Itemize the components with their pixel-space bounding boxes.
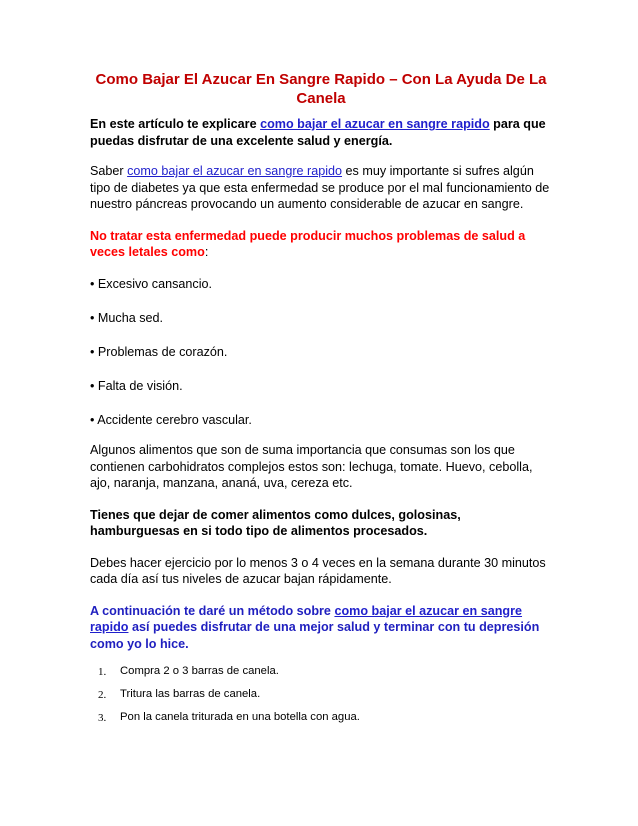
intro-link[interactable]: como bajar el azucar en sangre rapido — [260, 117, 490, 131]
document-page — [90, 70, 552, 733]
intro-text-before: En este artículo te explicare — [90, 117, 261, 131]
step-text: Compra 2 o 3 barras de canela. — [120, 665, 279, 677]
step-text: Pon la canela triturada en una botella con agua. — [120, 711, 360, 723]
foods-paragraph: Algunos alimentos que son de suma importancia que consumas son los que contienen carbohidratos complejos estos son: lechuga, tomate. Huevo, cebolla, ajo, naranja, manzana, ananá, uva, cereza etc. — [90, 443, 533, 490]
warning-colon: : — [204, 245, 209, 259]
intro-paragraph — [90, 116, 552, 149]
step-item — [90, 710, 552, 724]
method-paragraph — [90, 603, 552, 653]
step-item — [90, 664, 552, 678]
step-number: 2. — [98, 689, 107, 701]
list-item: • Accidente cerebro vascular. — [90, 412, 252, 427]
intro-text-after: para que puedas disfrutar de una excelente salud y energía. — [90, 117, 546, 148]
step-text: Tritura las barras de canela. — [120, 688, 261, 700]
list-item: • Falta de visión. — [90, 378, 183, 393]
avoid-paragraph: Tienes que dejar de comer alimentos como dulces, golosinas, hamburguesas en si todo tipo de alimentos procesados. — [90, 507, 461, 538]
para2-link[interactable]: como bajar el azucar en sangre rapido — [127, 164, 343, 178]
exercise-paragraph: Debes hacer ejercicio por lo menos 3 o 4 veces en la semana durante 30 minutos cada día así tus niveles de azucar bajan rápidamente. — [90, 555, 546, 586]
list-item: • Excesivo cansancio. — [90, 276, 213, 291]
warning-text: No tratar esta enfermedad puede producir muchos problemas de salud a veces letales como — [90, 228, 526, 259]
step-item — [90, 687, 552, 701]
method-text-before: A continuación te daré un método sobre — [90, 603, 335, 618]
page-title: Como Bajar El Azucar En Sangre Rapido – Con La Ayuda De La Canela — [95, 71, 547, 107]
steps-list — [90, 664, 552, 724]
diabetes-paragraph — [90, 163, 552, 213]
list-item: • Problemas de corazón. — [90, 344, 228, 359]
method-link[interactable]: como bajar el azucar en sangre rapido — [90, 603, 523, 634]
warning-paragraph — [90, 228, 552, 261]
step-number: 1. — [98, 666, 107, 678]
para2-text-after: es muy importante si sufres algún tipo de diabetes ya que esta enfermedad se produce por el mal funcionamiento de nuestro páncreas provocando un aumento considerable de azucar en sangre. — [90, 164, 550, 211]
list-item: • Mucha sed. — [90, 310, 164, 325]
method-text-after: así puedes disfrutar de una mejor salud y terminar con tu depresión como yo lo hice. — [90, 620, 540, 651]
step-number: 3. — [98, 712, 107, 724]
para2-text-before: Saber — [90, 164, 128, 178]
